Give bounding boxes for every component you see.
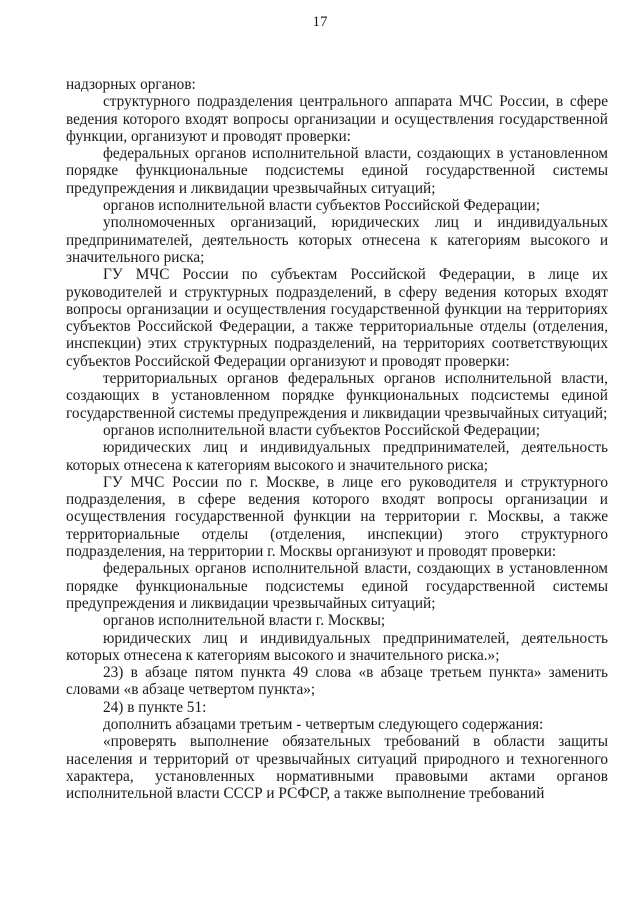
paragraph: 24) в пункте 51:	[103, 698, 207, 716]
paragraph: территориальных органов федеральных органов исполнительной власти, создающих в установленном порядке функциональных подсистемы единой государственной системы предупреждения и ликвидации чрезвычайных ситуаций;	[66, 370, 608, 422]
paragraph: надзорных органов:	[66, 76, 196, 93]
paragraph: ГУ МЧС России по г. Москве, в лице его руководителя и структурного подразделения, в сфере ведения которого входят вопросы организации и осуществления государственной функции на территории г. Москвы, а также территориальные отделы (отделения, инспекции) этого структурного подразделения, на территории г. Москвы организуют и проводят проверки:	[66, 473, 608, 561]
paragraph: федеральных органов исполнительной власти, создающих в установленном порядке функциональные подсистемы единой государственной системы предупреждения и ликвидации чрезвычайных ситуаций;	[66, 560, 608, 612]
page-number: 17	[312, 14, 328, 30]
paragraph: юридических лиц и индивидуальных предпринимателей, деятельность которых отнесена к категориям высокого и значительного риска.»;	[66, 629, 608, 664]
paragraph: «проверять выполнение обязательных требований в области защиты населения и территорий от чрезвычайных ситуаций природного и техногенного характера, установленных нормативными правовыми актами органов исполнительной власти СССР и РСФСР, а также выполнение требований	[66, 733, 608, 803]
paragraph: федеральных органов исполнительной власти, создающих в установленном порядке функциональные подсистемы единой государственной системы предупреждения и ликвидации чрезвычайных ситуаций;	[66, 145, 608, 197]
paragraph: уполномоченных организаций, юридических лиц и индивидуальных предпринимателей, деятельность которых отнесена к категориям высокого и значительного риска;	[66, 214, 608, 266]
paragraph: 23) в абзаце пятом пункта 49 слова «в абзаце третьем пункта» заменить словами «в абзаце четвертом пункта»;	[66, 664, 608, 699]
paragraph: органов исполнительной власти субъектов Российской Федерации;	[103, 197, 540, 215]
paragraph: ГУ МЧС России по субъектам Российской Федерации, в лице их руководителей и структурных подразделений, в сферу ведения которых входят вопросы организации и осуществления государственной функции на территориях субъектов Российской Федерации, а также территориальные отделы (отделения, инспекции) этих структурных подразделений, на территориях соответствующих субъектов Российской Федерации организуют и проводят проверки:	[66, 266, 608, 370]
paragraph: дополнить абзацами третьим - четвертым следующего содержания:	[103, 715, 544, 733]
paragraph: структурного подразделения центрального аппарата МЧС России, в сфере ведения которого входят вопросы организации и осуществления государственной функции, организуют и проводят проверки:	[66, 93, 608, 145]
paragraph: юридических лиц и индивидуальных предпринимателей, деятельность которых отнесена к категориям высокого и значительного риска;	[66, 439, 608, 474]
paragraph: органов исполнительной власти г. Москвы;	[103, 612, 386, 630]
document-body	[66, 76, 608, 802]
paragraph: органов исполнительной власти субъектов Российской Федерации;	[103, 421, 540, 439]
